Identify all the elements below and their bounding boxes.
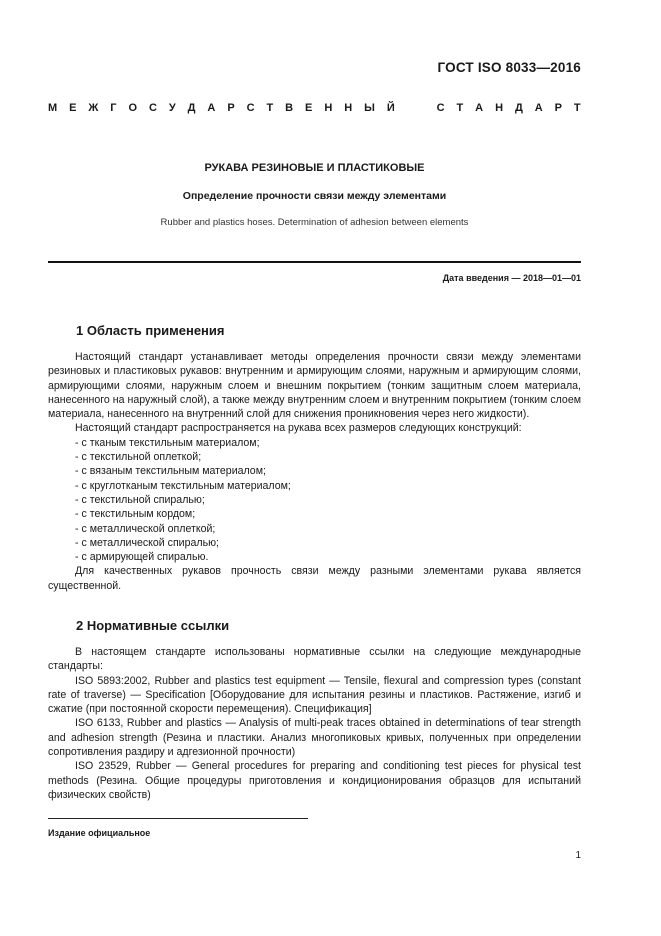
heading-letter: А — [534, 102, 543, 114]
heading-letter: Р — [227, 102, 235, 114]
heading-letter: Р — [554, 102, 562, 114]
list-item: - с текстильной спиралью; — [75, 493, 205, 506]
heading-letter: А — [207, 102, 216, 114]
list-item: - с металлической оплеткой; — [75, 522, 216, 535]
list-item: - с круглотканым текстильным материалом; — [75, 479, 291, 492]
heading-letter: Г — [110, 102, 117, 114]
paragraph: Настоящий стандарт устанавливает методы определения прочности связи между элементами резиновых и пластиковых рукавов: внутренним и армирующим слоями, наружным и армирующим слоями, армирующими слоями, наружным слоем и внешним покрытием (тонким защитным слоем материала, нанесенного на наружный слой), а также между внутренним слоем и внутренним покрытием (тонким слоем материала, нанесенного на внутренний слой для снижения проникновения через него жидкости). — [48, 351, 581, 421]
construction-list — [48, 436, 581, 565]
edition-note: Издание официальное — [48, 828, 151, 838]
heading-letter: М — [48, 102, 58, 114]
document-title: РУКАВА РЕЗИНОВЫЕ И ПЛАСТИКОВЫЕ — [204, 162, 425, 174]
page-number: 1 — [575, 850, 581, 861]
heading-letter: Н — [324, 102, 333, 114]
heading-letter: Й — [386, 102, 395, 114]
section-1-body — [48, 350, 581, 593]
heading-letter: У — [168, 102, 176, 114]
paragraph: Настоящий стандарт распространяется на рукава всех размеров следующих конструкций: — [75, 422, 522, 435]
heading-letter: Д — [187, 102, 196, 114]
list-item: - с тканым текстильным материалом; — [75, 436, 260, 449]
heading-letter: О — [128, 102, 138, 114]
heading-letter: Ы — [364, 102, 375, 114]
list-item: - с вязаным текстильным материалом; — [75, 465, 266, 478]
heading-letter: Е — [305, 102, 313, 114]
heading-letter: С — [246, 102, 255, 114]
section-2-heading: 2 Нормативные ссылки — [76, 618, 230, 633]
english-title: Rubber and plastics hoses. Determination of adhesion between elements — [160, 217, 469, 228]
reference-item: ISO 23529, Rubber — General procedures for preparing and conditioning test pieces for physical test methods (Резина. Общие процедуры приготовления и кондиционирования образцов для испытаний физических свойств) — [48, 760, 581, 801]
section-2-body — [48, 645, 581, 802]
introduction-date: Дата введения — 2018—01—01 — [442, 273, 581, 283]
reference-item: ISO 5893:2002, Rubber and plastics test equipment — Tensile, flexural and compression types (constant rate of traverse) — Specification [Оборудование для испытания резины и пластиков. Растяжение, изгиб и сжатие (при постоянной скорости перемещения). Спецификация] — [48, 674, 581, 716]
heading-letter: С — [148, 102, 157, 114]
heading-letter: Т — [456, 102, 464, 114]
heading-letter: Ж — [88, 102, 99, 114]
header-divider — [48, 261, 581, 263]
heading-letter: С — [436, 102, 445, 114]
list-item: - с армирующей спиралью. — [75, 551, 209, 564]
heading-letter: Т — [266, 102, 274, 114]
list-item: - с металлической спиралью; — [75, 536, 219, 549]
heading-letter: Н — [344, 102, 353, 114]
list-item: - с текстильной оплеткой; — [75, 451, 202, 464]
heading-letter: Д — [514, 102, 523, 114]
word-gap — [407, 102, 425, 114]
heading-letter: Т — [573, 102, 581, 114]
heading-letter: А — [475, 102, 484, 114]
list-item: - с текстильным кордом; — [75, 508, 196, 521]
paragraph: Для качественных рукавов прочность связи между разными элементами рукава является существенной. — [48, 565, 581, 592]
reference-item: ISO 6133, Rubber and plastics — Analysis of multi-peak traces obtained in determinations of tear strength and adhesion strength (Резина и пластики. Анализ многопиковых кривых, полученных при определении сопротивления раздиру и адгезионной прочности) — [48, 717, 581, 759]
heading-letter: Е — [69, 102, 77, 114]
standard-code: ГОСТ ISO 8033—2016 — [437, 60, 581, 75]
document-subtitle: Определение прочности связи между элементами — [182, 190, 447, 202]
heading-letter: Н — [495, 102, 504, 114]
footer-divider — [48, 818, 308, 819]
paragraph: В настоящем стандарте использованы нормативные ссылки на следующие международные стандарты: — [48, 646, 581, 673]
standard-type-heading — [48, 102, 581, 114]
heading-letter: В — [285, 102, 294, 114]
section-1-heading: 1 Область применения — [76, 323, 225, 338]
